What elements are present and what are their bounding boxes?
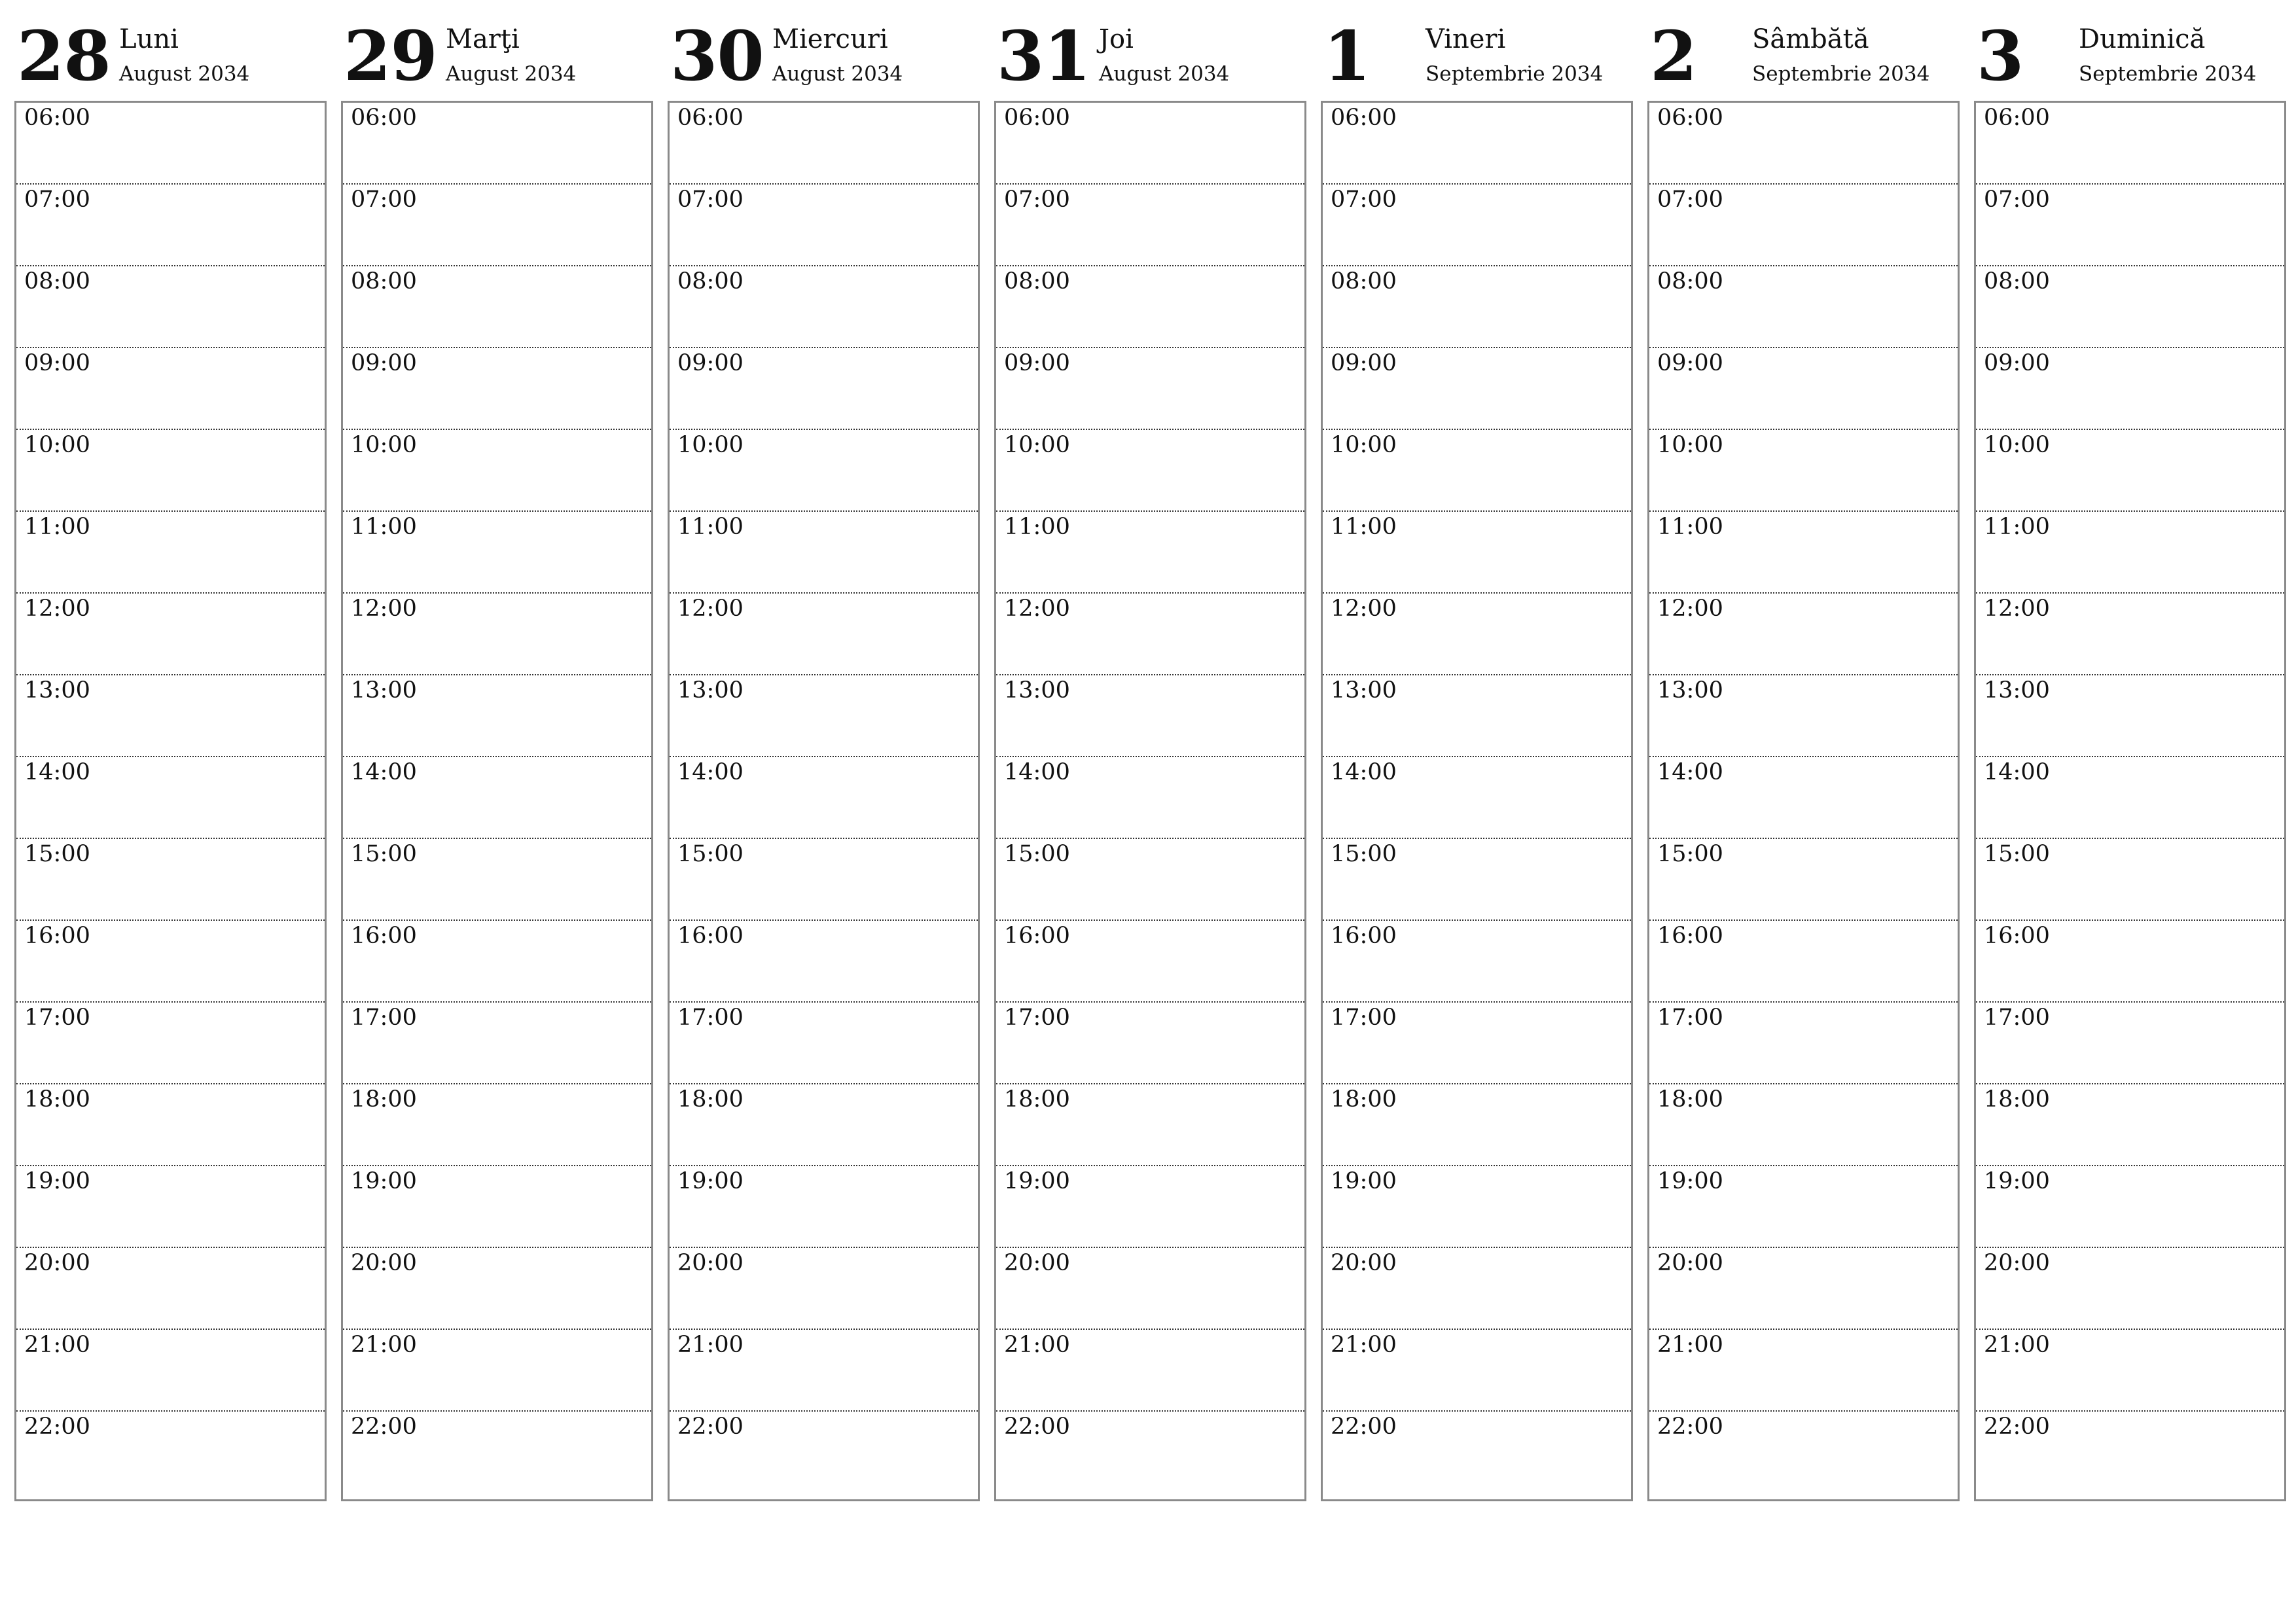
hour-label: 20:00	[1984, 1250, 2050, 1276]
hour-slot[interactable]	[670, 1248, 978, 1330]
hour-slot[interactable]	[670, 675, 978, 757]
hour-slot[interactable]	[1323, 757, 1631, 839]
hour-slot[interactable]	[1323, 921, 1631, 1003]
hour-slot[interactable]	[16, 757, 325, 839]
hour-slot[interactable]	[1976, 1248, 2284, 1330]
hour-label: 19:00	[24, 1168, 90, 1194]
day-number: 2	[1650, 16, 1697, 96]
hour-slot[interactable]	[1976, 1330, 2284, 1412]
hour-label: 13:00	[1657, 677, 1723, 704]
hour-slot[interactable]	[1649, 1330, 1958, 1412]
hour-label: 19:00	[1984, 1168, 2050, 1194]
day-schedule-box	[14, 101, 327, 1501]
hour-label: 14:00	[1331, 759, 1397, 785]
hour-label: 14:00	[677, 759, 744, 785]
hour-label: 13:00	[24, 677, 90, 704]
hour-label: 20:00	[24, 1250, 90, 1276]
hour-slot[interactable]	[670, 1166, 978, 1248]
hour-slot[interactable]	[1649, 1248, 1958, 1330]
hour-label: 16:00	[24, 923, 90, 949]
hour-label: 17:00	[677, 1005, 744, 1031]
hour-slot[interactable]	[16, 430, 325, 512]
hour-slot[interactable]	[996, 103, 1304, 185]
hour-slot[interactable]	[343, 839, 651, 921]
hour-label: 20:00	[1331, 1250, 1397, 1276]
day-month-year: August 2034	[772, 62, 903, 86]
hour-label: 22:00	[1657, 1414, 1723, 1440]
hour-label: 11:00	[677, 514, 744, 540]
hour-label: 08:00	[1984, 268, 2050, 294]
hour-label: 13:00	[1331, 677, 1397, 704]
day-number: 28	[17, 16, 111, 96]
day-header	[1647, 16, 1960, 101]
hour-slot[interactable]	[343, 185, 651, 266]
hour-label: 21:00	[1004, 1332, 1070, 1358]
day-name: Vineri	[1426, 24, 1506, 54]
hour-label: 12:00	[1004, 596, 1070, 622]
hour-label: 15:00	[1331, 841, 1397, 867]
hour-label: 21:00	[1984, 1332, 2050, 1358]
day-month-year: Septembrie 2034	[1426, 62, 1604, 86]
hour-slot[interactable]	[1976, 675, 2284, 757]
hour-slot[interactable]	[670, 1330, 978, 1412]
hour-slot[interactable]	[996, 675, 1304, 757]
hour-label: 10:00	[1331, 432, 1397, 458]
hour-label: 14:00	[351, 759, 417, 785]
hour-label: 07:00	[24, 187, 90, 213]
hour-label: 06:00	[1004, 105, 1070, 131]
hour-slot[interactable]	[343, 1003, 651, 1084]
day-name: Miercuri	[772, 24, 888, 54]
day-name: Duminică	[2079, 24, 2206, 54]
hour-slot[interactable]	[1323, 1330, 1631, 1412]
hour-label: 22:00	[1984, 1414, 2050, 1440]
hour-label: 11:00	[351, 514, 417, 540]
hour-label: 20:00	[351, 1250, 417, 1276]
hour-label: 09:00	[1004, 350, 1070, 376]
hour-label: 09:00	[1657, 350, 1723, 376]
day-month-year: Septembrie 2034	[2079, 62, 2257, 86]
day-month-year: August 2034	[446, 62, 577, 86]
hour-label: 12:00	[351, 596, 417, 622]
hour-slot[interactable]	[1976, 839, 2284, 921]
hour-slot[interactable]	[996, 512, 1304, 594]
hour-label: 18:00	[1657, 1086, 1723, 1113]
hour-slot[interactable]	[1323, 512, 1631, 594]
hour-slot[interactable]	[1976, 921, 2284, 1003]
hour-slot[interactable]	[1323, 1166, 1631, 1248]
hour-slot[interactable]	[1323, 430, 1631, 512]
hour-label: 09:00	[677, 350, 744, 376]
hour-slot[interactable]	[1323, 185, 1631, 266]
hour-label: 06:00	[351, 105, 417, 131]
hour-label: 16:00	[677, 923, 744, 949]
hour-slot[interactable]	[1323, 839, 1631, 921]
hour-slot[interactable]	[1323, 1248, 1631, 1330]
hour-slot[interactable]	[1649, 1412, 1958, 1499]
day-column	[14, 16, 327, 1501]
hour-label: 20:00	[677, 1250, 744, 1276]
hour-label: 18:00	[677, 1086, 744, 1113]
day-header	[14, 16, 327, 101]
hour-slot[interactable]	[343, 757, 651, 839]
hour-label: 22:00	[677, 1414, 744, 1440]
day-schedule-box	[341, 101, 653, 1501]
hour-label: 11:00	[1331, 514, 1397, 540]
hour-slot[interactable]	[343, 348, 651, 430]
hour-label: 15:00	[1657, 841, 1723, 867]
hour-label: 22:00	[1331, 1414, 1397, 1440]
hour-slot[interactable]	[1649, 430, 1958, 512]
hour-slot[interactable]	[1649, 348, 1958, 430]
hour-label: 13:00	[351, 677, 417, 704]
hour-label: 15:00	[351, 841, 417, 867]
hour-slot[interactable]	[1323, 675, 1631, 757]
hour-label: 17:00	[1004, 1005, 1070, 1031]
hour-slot[interactable]	[1323, 1003, 1631, 1084]
hour-slot[interactable]	[996, 266, 1304, 348]
hour-label: 20:00	[1657, 1250, 1723, 1276]
hour-slot[interactable]	[1323, 103, 1631, 185]
hour-slot[interactable]	[16, 1003, 325, 1084]
hour-slot[interactable]	[1976, 512, 2284, 594]
hour-slot[interactable]	[1649, 594, 1958, 675]
hour-label: 18:00	[1004, 1086, 1070, 1113]
hour-slot[interactable]	[1323, 1084, 1631, 1166]
day-schedule-box	[668, 101, 980, 1501]
hour-label: 22:00	[1004, 1414, 1070, 1440]
hour-label: 12:00	[1657, 596, 1723, 622]
hour-label: 18:00	[1984, 1086, 2050, 1113]
hour-slot[interactable]	[343, 512, 651, 594]
hour-label: 10:00	[677, 432, 744, 458]
hour-slot[interactable]	[1976, 348, 2284, 430]
hour-slot[interactable]	[1323, 348, 1631, 430]
hour-slot[interactable]	[670, 103, 978, 185]
hour-label: 08:00	[1331, 268, 1397, 294]
day-schedule-box	[1321, 101, 1633, 1501]
hour-slot[interactable]	[996, 1084, 1304, 1166]
hour-slot[interactable]	[1976, 1412, 2284, 1499]
hour-label: 21:00	[1331, 1332, 1397, 1358]
hour-label: 14:00	[24, 759, 90, 785]
hour-label: 06:00	[1657, 105, 1723, 131]
hour-slot[interactable]	[996, 594, 1304, 675]
day-schedule-box	[1647, 101, 1960, 1501]
hour-label: 07:00	[1657, 187, 1723, 213]
hour-slot[interactable]	[670, 266, 978, 348]
hour-slot[interactable]	[16, 1084, 325, 1166]
hour-label: 12:00	[1331, 596, 1397, 622]
hour-slot[interactable]	[670, 348, 978, 430]
hour-label: 07:00	[351, 187, 417, 213]
hour-label: 17:00	[24, 1005, 90, 1031]
day-name: Marţi	[446, 24, 520, 54]
hour-label: 14:00	[1657, 759, 1723, 785]
hour-label: 17:00	[1657, 1005, 1723, 1031]
hour-label: 18:00	[1331, 1086, 1397, 1113]
hour-slot[interactable]	[343, 266, 651, 348]
hour-label: 16:00	[351, 923, 417, 949]
day-column	[994, 16, 1306, 1501]
hour-label: 10:00	[1004, 432, 1070, 458]
hour-slot[interactable]	[996, 839, 1304, 921]
hour-slot[interactable]	[1976, 1166, 2284, 1248]
hour-label: 08:00	[1657, 268, 1723, 294]
hour-label: 13:00	[1984, 677, 2050, 704]
hour-label: 22:00	[351, 1414, 417, 1440]
hour-slot[interactable]	[16, 594, 325, 675]
hour-slot[interactable]	[996, 1330, 1304, 1412]
hour-label: 08:00	[351, 268, 417, 294]
hour-slot[interactable]	[343, 1412, 651, 1499]
hour-label: 06:00	[1331, 105, 1397, 131]
hour-slot[interactable]	[1649, 512, 1958, 594]
hour-label: 18:00	[351, 1086, 417, 1113]
hour-slot[interactable]	[996, 1412, 1304, 1499]
hour-slot[interactable]	[16, 1412, 325, 1499]
hour-slot[interactable]	[343, 430, 651, 512]
hour-slot[interactable]	[1649, 839, 1958, 921]
hour-label: 08:00	[1004, 268, 1070, 294]
day-month-year: August 2034	[1099, 62, 1230, 86]
hour-slot[interactable]	[343, 594, 651, 675]
hour-slot[interactable]	[1649, 185, 1958, 266]
hour-slot[interactable]	[1649, 1003, 1958, 1084]
hour-label: 07:00	[677, 187, 744, 213]
weekly-planner	[14, 16, 2286, 1501]
hour-slot[interactable]	[670, 1412, 978, 1499]
hour-slot[interactable]	[996, 1003, 1304, 1084]
hour-slot[interactable]	[16, 266, 325, 348]
hour-slot[interactable]	[996, 1166, 1304, 1248]
hour-label: 07:00	[1984, 187, 2050, 213]
hour-slot[interactable]	[16, 1330, 325, 1412]
hour-slot[interactable]	[16, 1166, 325, 1248]
hour-slot[interactable]	[1323, 594, 1631, 675]
hour-label: 16:00	[1004, 923, 1070, 949]
hour-slot[interactable]	[16, 1248, 325, 1330]
hour-slot[interactable]	[1976, 1003, 2284, 1084]
hour-slot[interactable]	[16, 675, 325, 757]
day-number: 29	[344, 16, 437, 96]
hour-label: 11:00	[1984, 514, 2050, 540]
hour-label: 21:00	[1657, 1332, 1723, 1358]
hour-slot[interactable]	[670, 1003, 978, 1084]
hour-label: 19:00	[677, 1168, 744, 1194]
hour-slot[interactable]	[1649, 675, 1958, 757]
day-header	[994, 16, 1306, 101]
hour-slot[interactable]	[1976, 1084, 2284, 1166]
day-number: 31	[997, 16, 1090, 96]
hour-label: 20:00	[1004, 1250, 1070, 1276]
day-header	[1321, 16, 1633, 101]
hour-label: 19:00	[1004, 1168, 1070, 1194]
hour-label: 21:00	[351, 1332, 417, 1358]
hour-slot[interactable]	[1976, 103, 2284, 185]
hour-slot[interactable]	[343, 1084, 651, 1166]
hour-slot[interactable]	[1323, 1412, 1631, 1499]
hour-slot[interactable]	[996, 921, 1304, 1003]
day-column	[1321, 16, 1633, 1501]
hour-label: 07:00	[1004, 187, 1070, 213]
hour-label: 14:00	[1004, 759, 1070, 785]
day-column	[1974, 16, 2286, 1501]
day-number: 30	[670, 16, 764, 96]
hour-label: 19:00	[1657, 1168, 1723, 1194]
hour-slot[interactable]	[670, 921, 978, 1003]
hour-label: 21:00	[24, 1332, 90, 1358]
hour-slot[interactable]	[1649, 757, 1958, 839]
hour-label: 06:00	[1984, 105, 2050, 131]
hour-label: 10:00	[1984, 432, 2050, 458]
hour-slot[interactable]	[670, 185, 978, 266]
hour-slot[interactable]	[343, 675, 651, 757]
hour-slot[interactable]	[1649, 1166, 1958, 1248]
hour-label: 15:00	[677, 841, 744, 867]
hour-slot[interactable]	[1976, 757, 2284, 839]
hour-slot[interactable]	[343, 1330, 651, 1412]
hour-label: 10:00	[351, 432, 417, 458]
hour-slot[interactable]	[670, 1084, 978, 1166]
hour-slot[interactable]	[996, 185, 1304, 266]
day-schedule-box	[994, 101, 1306, 1501]
hour-slot[interactable]	[996, 430, 1304, 512]
hour-label: 18:00	[24, 1086, 90, 1113]
hour-slot[interactable]	[16, 103, 325, 185]
hour-label: 09:00	[351, 350, 417, 376]
hour-label: 06:00	[24, 105, 90, 131]
hour-slot[interactable]	[1976, 594, 2284, 675]
hour-slot[interactable]	[343, 103, 651, 185]
hour-slot[interactable]	[16, 839, 325, 921]
hour-label: 17:00	[1331, 1005, 1397, 1031]
hour-label: 14:00	[1984, 759, 2050, 785]
hour-label: 12:00	[1984, 596, 2050, 622]
hour-slot[interactable]	[1976, 185, 2284, 266]
hour-slot[interactable]	[1649, 103, 1958, 185]
hour-label: 12:00	[24, 596, 90, 622]
day-schedule-box	[1974, 101, 2286, 1501]
hour-slot[interactable]	[670, 512, 978, 594]
hour-slot[interactable]	[16, 921, 325, 1003]
hour-label: 09:00	[1984, 350, 2050, 376]
day-name: Luni	[119, 24, 179, 54]
day-column	[341, 16, 653, 1501]
day-name: Sâmbătă	[1752, 24, 1869, 54]
hour-label: 11:00	[1004, 514, 1070, 540]
hour-slot[interactable]	[1649, 266, 1958, 348]
hour-label: 16:00	[1331, 923, 1397, 949]
hour-label: 16:00	[1657, 923, 1723, 949]
day-name: Joi	[1099, 24, 1134, 54]
hour-slot[interactable]	[343, 1166, 651, 1248]
hour-label: 21:00	[677, 1332, 744, 1358]
day-month-year: August 2034	[119, 62, 250, 86]
hour-label: 15:00	[24, 841, 90, 867]
hour-label: 08:00	[677, 268, 744, 294]
hour-slot[interactable]	[1649, 1084, 1958, 1166]
hour-label: 11:00	[1657, 514, 1723, 540]
hour-label: 15:00	[1984, 841, 2050, 867]
hour-label: 06:00	[677, 105, 744, 131]
hour-slot[interactable]	[1976, 430, 2284, 512]
hour-slot[interactable]	[1976, 266, 2284, 348]
hour-label: 08:00	[24, 268, 90, 294]
day-number: 1	[1323, 16, 1371, 96]
hour-slot[interactable]	[996, 757, 1304, 839]
hour-label: 19:00	[1331, 1168, 1397, 1194]
hour-slot[interactable]	[16, 348, 325, 430]
hour-slot[interactable]	[996, 348, 1304, 430]
hour-label: 13:00	[677, 677, 744, 704]
day-column	[668, 16, 980, 1501]
hour-slot[interactable]	[670, 839, 978, 921]
hour-label: 07:00	[1331, 187, 1397, 213]
day-header	[668, 16, 980, 101]
hour-label: 17:00	[1984, 1005, 2050, 1031]
hour-slot[interactable]	[670, 757, 978, 839]
hour-label: 10:00	[24, 432, 90, 458]
hour-label: 09:00	[24, 350, 90, 376]
hour-label: 16:00	[1984, 923, 2050, 949]
hour-label: 10:00	[1657, 432, 1723, 458]
hour-label: 15:00	[1004, 841, 1070, 867]
hour-label: 19:00	[351, 1168, 417, 1194]
hour-label: 17:00	[351, 1005, 417, 1031]
hour-label: 11:00	[24, 514, 90, 540]
day-header	[341, 16, 653, 101]
hour-slot[interactable]	[16, 512, 325, 594]
hour-slot[interactable]	[670, 594, 978, 675]
hour-slot[interactable]	[670, 430, 978, 512]
day-number: 3	[1977, 16, 2024, 96]
hour-slot[interactable]	[996, 1248, 1304, 1330]
hour-label: 22:00	[24, 1414, 90, 1440]
hour-slot[interactable]	[16, 185, 325, 266]
hour-label: 09:00	[1331, 350, 1397, 376]
hour-slot[interactable]	[1323, 266, 1631, 348]
hour-slot[interactable]	[343, 921, 651, 1003]
hour-slot[interactable]	[1649, 921, 1958, 1003]
day-column	[1647, 16, 1960, 1501]
day-month-year: Septembrie 2034	[1752, 62, 1930, 86]
hour-label: 12:00	[677, 596, 744, 622]
hour-label: 13:00	[1004, 677, 1070, 704]
day-header	[1974, 16, 2286, 101]
hour-slot[interactable]	[343, 1248, 651, 1330]
